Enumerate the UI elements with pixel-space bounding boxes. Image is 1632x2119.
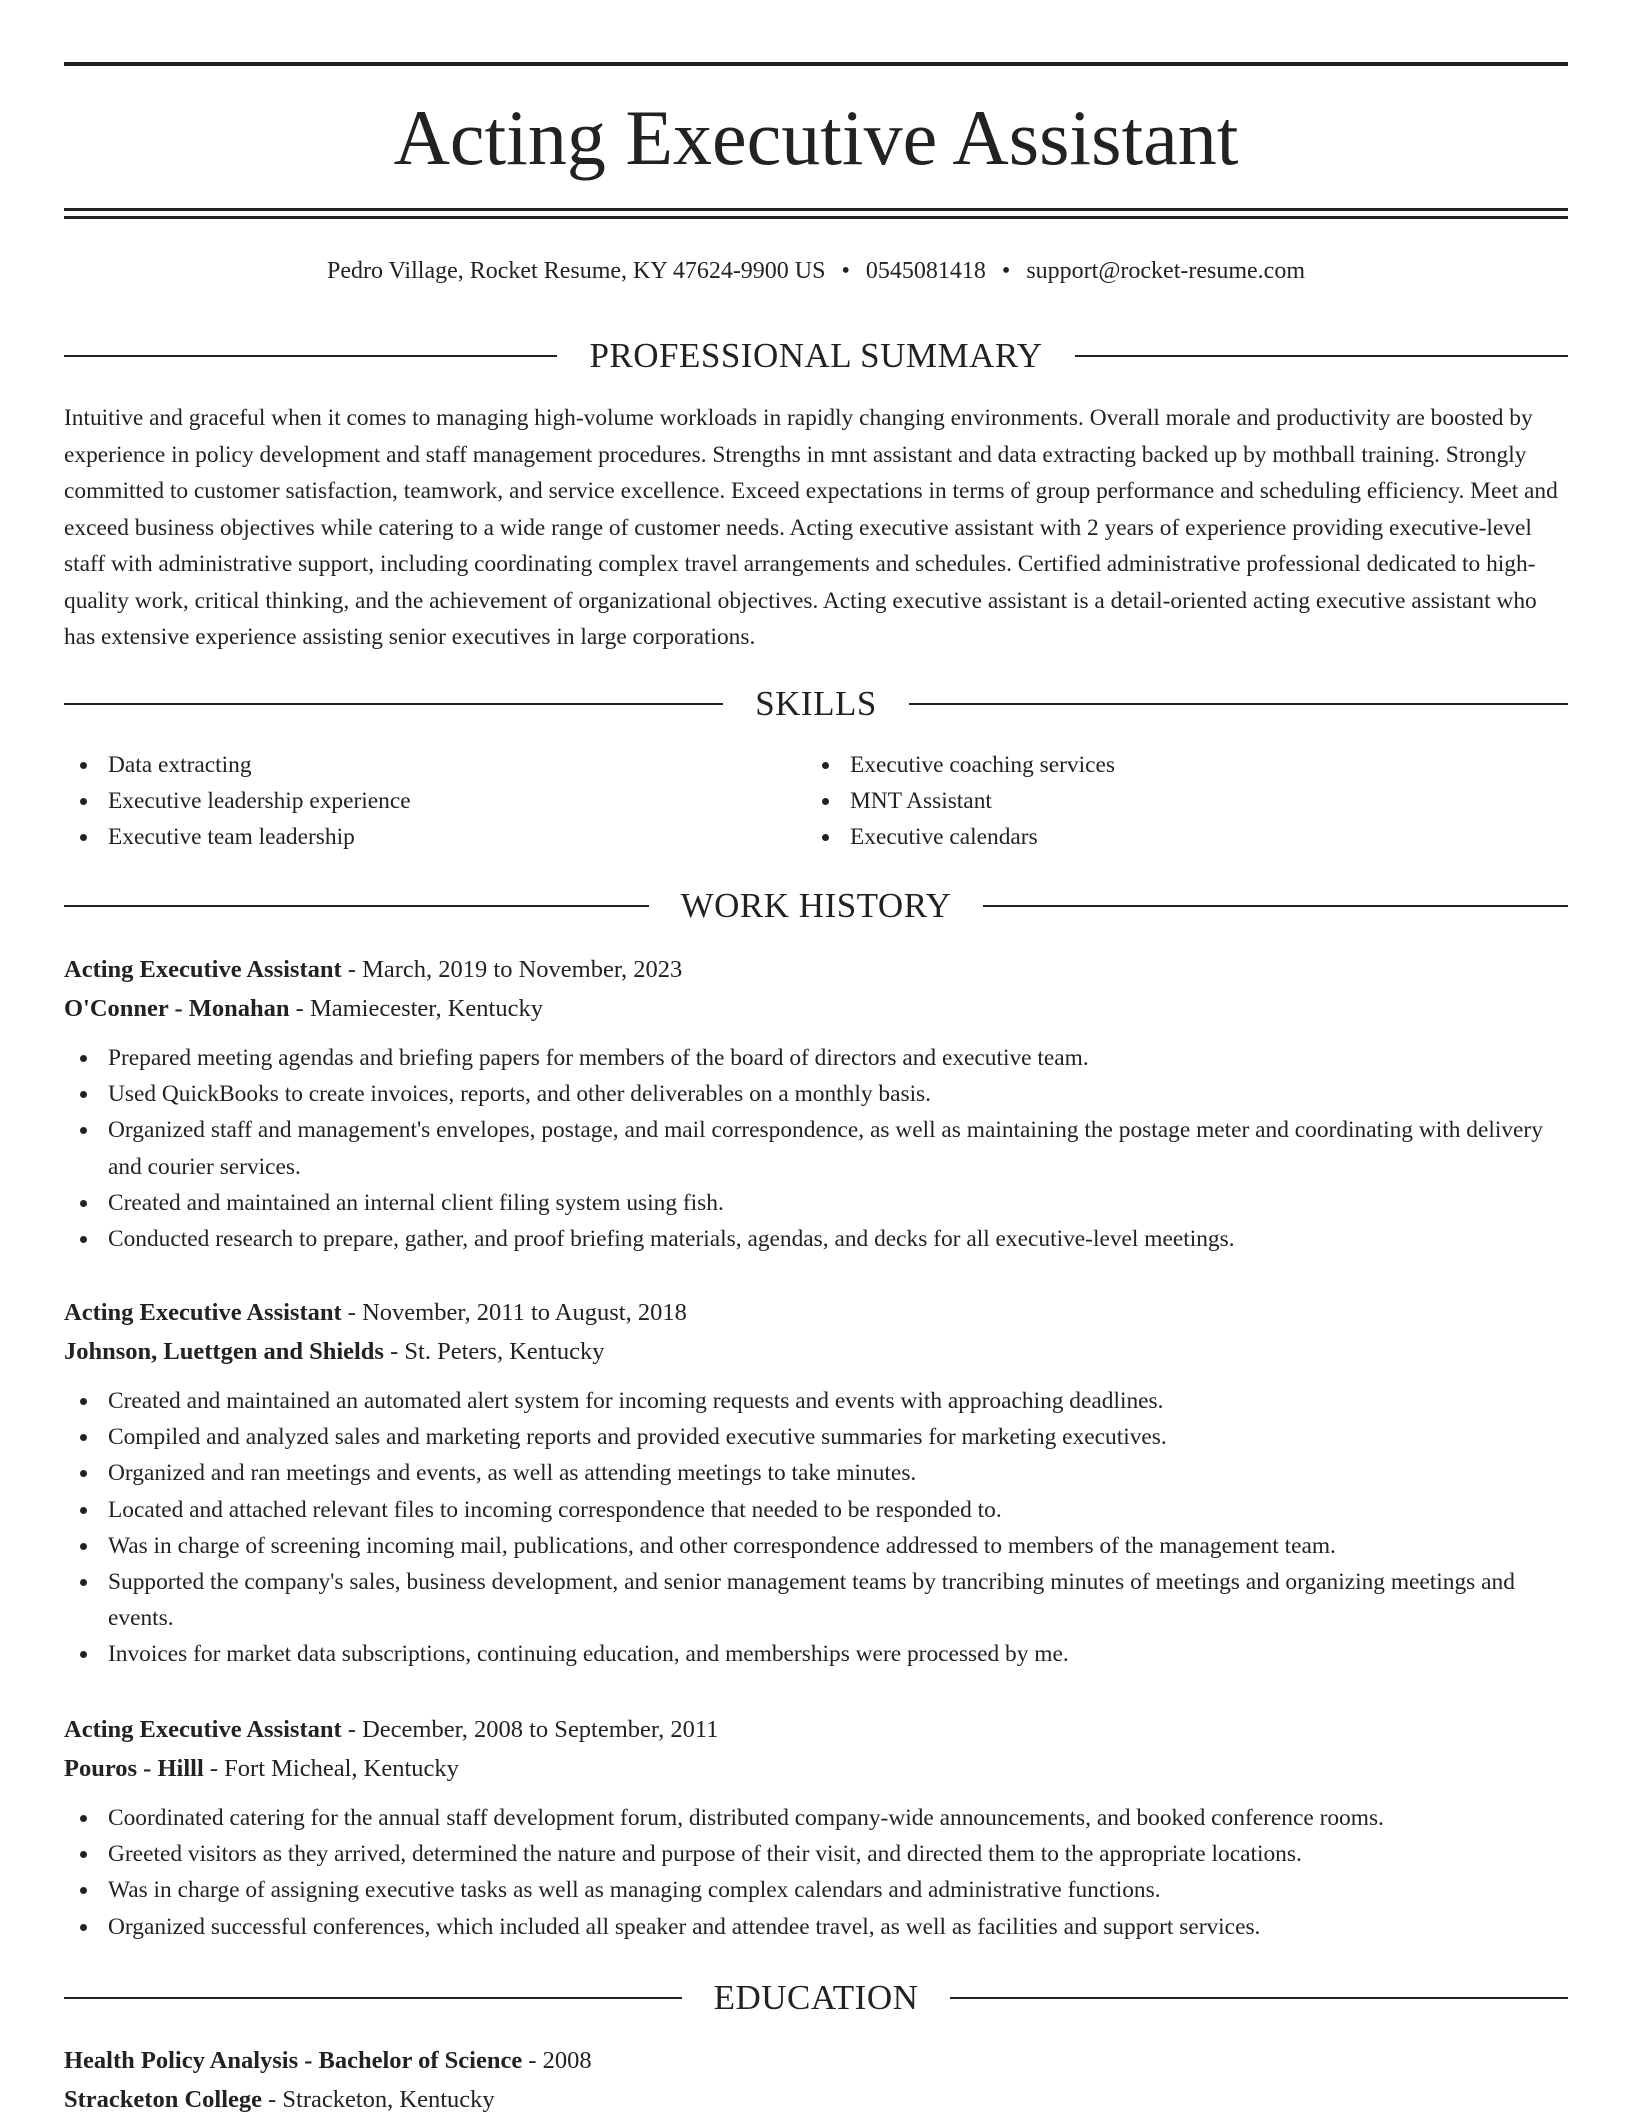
section-title: PROFESSIONAL SUMMARY <box>589 336 1043 375</box>
skill-item: Executive team leadership <box>64 819 784 855</box>
job-company: Pouros - Hilll <box>64 1755 204 1782</box>
job-bullet: Created and maintained an automated alert system for incoming requests and events with approaching deadlines. <box>64 1383 1568 1419</box>
job-bullet: Was in charge of screening incoming mail, publications, and other correspondence addressed to members of the management team. <box>64 1528 1568 1564</box>
degree-name: Health Policy Analysis - Bachelor of Science <box>64 2047 523 2074</box>
job-entry <box>64 950 1568 1257</box>
school-line <box>64 2080 1568 2119</box>
section-heading-summary <box>64 334 1568 378</box>
heading-rule <box>983 905 1568 907</box>
job-bullet: Supported the company's sales, business development, and senior management teams by trancribing minutes of meetings and organizing meetings and events. <box>64 1564 1568 1636</box>
job-bullet: Organized successful conferences, which included all speaker and attendee travel, as well as facilities and support services. <box>64 1909 1568 1945</box>
job-bullets <box>64 1800 1568 1945</box>
top-rule <box>64 62 1568 66</box>
job-bullet: Organized and ran meetings and events, as well as attending meetings to take minutes. <box>64 1455 1568 1491</box>
skill-item: MNT Assistant <box>806 783 1566 819</box>
job-location: - St. Peters, Kentucky <box>383 1338 605 1365</box>
job-bullets <box>64 1040 1568 1257</box>
heading-rule <box>64 355 557 357</box>
job-company: Johnson, Luettgen and Shields <box>64 1338 384 1365</box>
section-title: SKILLS <box>755 684 877 723</box>
skill-item: Executive calendars <box>806 819 1566 855</box>
heading-rule <box>909 703 1568 705</box>
job-title-line <box>64 950 1568 989</box>
skills-list-left <box>64 747 784 856</box>
job-bullet: Created and maintained an internal client filing system using fish. <box>64 1185 1568 1221</box>
job-dates: - November, 2011 to August, 2018 <box>341 1299 687 1326</box>
section-title: EDUCATION <box>713 1978 919 2017</box>
contact-address: Pedro Village, Rocket Resume, KY 47624-9900 US <box>326 258 826 284</box>
heading-rule <box>64 703 723 705</box>
section-title: WORK HISTORY <box>680 886 952 925</box>
job-company-line <box>64 989 1568 1028</box>
job-bullet: Conducted research to prepare, gather, and proof briefing materials, agendas, and decks for all executive-level meetings. <box>64 1221 1568 1257</box>
skill-item: Executive leadership experience <box>64 783 784 819</box>
job-bullet: Invoices for market data subscriptions, continuing education, and memberships were processed by me. <box>64 1636 1568 1672</box>
job-company-line <box>64 1332 1568 1371</box>
title-double-rule <box>64 208 1568 219</box>
job-entry <box>64 1293 1568 1673</box>
school-name: Stracketon College <box>64 2086 262 2113</box>
contact-phone: 0545081418 <box>865 258 986 284</box>
job-entry <box>64 1710 1568 1945</box>
job-location: - Fort Micheal, Kentucky <box>203 1755 459 1782</box>
job-bullets <box>64 1383 1568 1673</box>
contact-separator: • <box>841 258 850 284</box>
heading-rule <box>64 1997 682 1999</box>
job-title-line <box>64 1293 1568 1332</box>
job-bullet: Located and attached relevant files to incoming correspondence that needed to be responded to. <box>64 1492 1568 1528</box>
school-location: - Stracketon, Kentucky <box>262 2086 495 2113</box>
job-dates: - March, 2019 to November, 2023 <box>341 956 683 983</box>
job-bullet: Greeted visitors as they arrived, determined the nature and purpose of their visit, and directed them to the appropriate locations. <box>64 1836 1568 1872</box>
section-heading-skills <box>64 682 1568 726</box>
heading-rule <box>1075 355 1568 357</box>
job-company-line <box>64 1749 1568 1788</box>
job-bullet: Compiled and analyzed sales and marketing reports and provided executive summaries for marketing executives. <box>64 1419 1568 1455</box>
degree-year: - 2008 <box>522 2047 592 2074</box>
heading-rule <box>950 1997 1568 1999</box>
heading-rule <box>64 905 649 907</box>
skills-list-right <box>806 747 1566 856</box>
skill-item: Data extracting <box>64 747 784 783</box>
contact-separator: • <box>1001 258 1011 284</box>
job-bullet: Organized staff and management's envelopes, postage, and mail correspondence, as well as maintaining the postage meter and coordinating with delivery and courier services. <box>64 1112 1568 1184</box>
skill-item: Executive coaching services <box>806 747 1566 783</box>
section-heading-work-history <box>64 884 1568 928</box>
job-company: O'Conner - Monahan <box>64 995 290 1022</box>
job-title-line <box>64 1710 1568 1749</box>
job-bullet: Coordinated catering for the annual staff development forum, distributed company-wide announcements, and booked conference rooms. <box>64 1800 1568 1836</box>
job-title: Acting Executive Assistant <box>64 1299 342 1326</box>
job-bullet: Was in charge of assigning executive tasks as well as managing complex calendars and administrative functions. <box>64 1872 1568 1908</box>
resume-title: Acting Executive Assistant <box>393 94 1239 181</box>
job-bullet: Used QuickBooks to create invoices, reports, and other deliverables on a monthly basis. <box>64 1076 1568 1112</box>
job-location: - Mamiecester, Kentucky <box>289 995 543 1022</box>
job-title: Acting Executive Assistant <box>64 956 342 983</box>
section-heading-education <box>64 1976 1568 2020</box>
job-title: Acting Executive Assistant <box>64 1716 342 1743</box>
summary-text: Intuitive and graceful when it comes to managing high-volume workloads in rapidly changing environments. Overall morale and productivity are boosted by experience in policy development and staff management procedures. Strengths in mnt assistant and data extracting backed up by mothball training. Strongly committed to customer satisfaction, teamwork, and service excellence. Exceed expectations in terms of group performance and scheduling efficiency. Meet and exceed business objectives while catering to a wide range of customer needs. Acting executive assistant with 2 years of experience providing executive-level staff with administrative support, including coordinating complex travel arrangements and schedules. Certified administrative professional dedicated to high-quality work, critical thinking, and the achievement of organizational objectives. Acting executive assistant is a detail-oriented acting executive assistant who has extensive experience assisting senior executives in large corporations. <box>64 405 1558 650</box>
contact-line <box>64 253 1568 289</box>
degree-line <box>64 2041 1568 2080</box>
job-dates: - December, 2008 to September, 2011 <box>341 1716 719 1743</box>
contact-email: support@rocket-resume.com <box>1026 258 1305 284</box>
education-entry <box>64 2041 1568 2119</box>
job-bullet: Prepared meeting agendas and briefing papers for members of the board of directors and executive team. <box>64 1040 1568 1076</box>
